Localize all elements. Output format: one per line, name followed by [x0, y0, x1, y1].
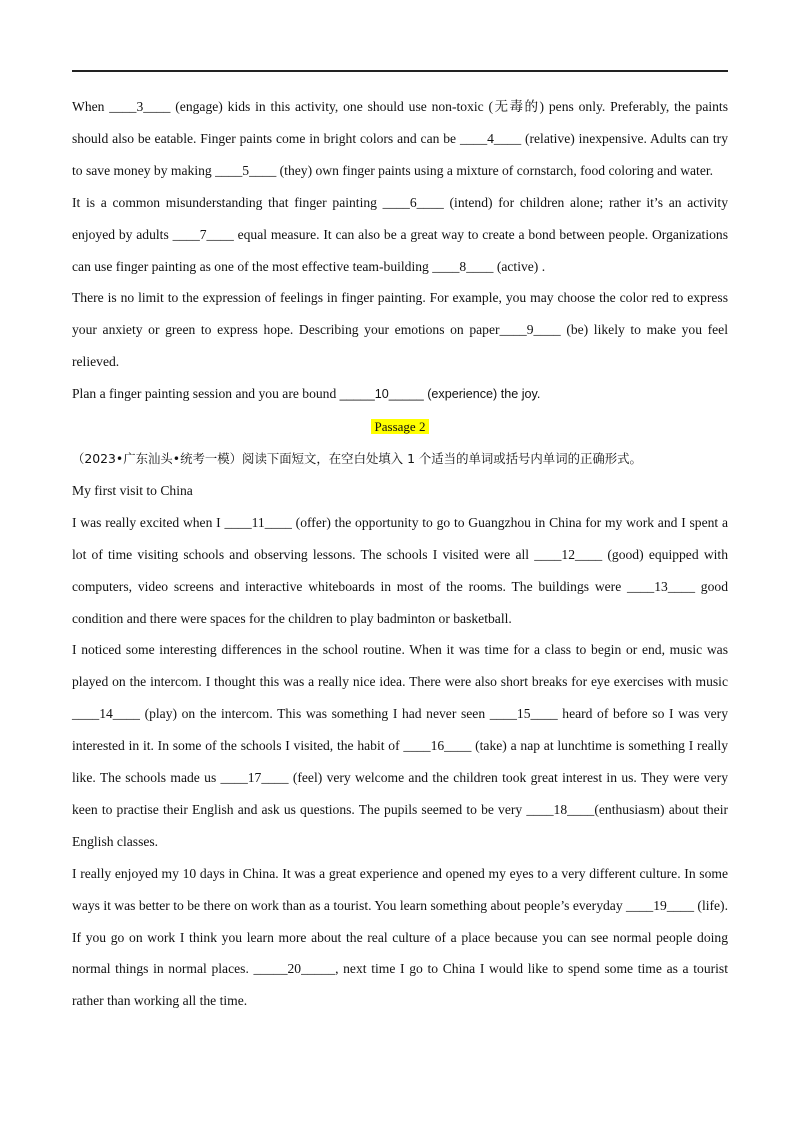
passage2-label: Passage 2 — [371, 419, 430, 434]
passage2-paragraph-2: I noticed some interesting differences in the school routine. When it was time for a class to begin or end, music was played on the intercom. I thought this was a really nice idea. There were also short breaks for eye exercises with music ____14____ (play) on the intercom. This was something I had never seen ____15____ heard of before so I was very interested in it. In some of the schools I visited, the habit of ____16____ (take) a nap at lunchtime is something I really like. The schools made us ____17____ (feel) very welcome and the children took great interest in us. They were very keen to practise their English and ask us questions. The pupils seemed to be very ____18____(enthusiasm) about their English classes. — [72, 642, 728, 849]
header-rule — [72, 70, 728, 72]
passage2-instruction: （2023•广东汕头•统考一模）阅读下面短文，在空白处填入 1 个适当的单词或括号内单词的正确形式。 — [72, 450, 642, 466]
passage1-paragraph-3: There is no limit to the expression of feelings in finger painting. For example, you may choose the color red to express your anxiety or green to express hope. Describing your emotions on paper____9____ (be) likely to make you feel relieved. — [72, 290, 728, 370]
document-body — [72, 91, 728, 1017]
passage2-heading — [72, 411, 728, 443]
passage2-paragraph-1: I was really excited when I ____11____ (offer) the opportunity to go to Guangzhou in China for my work and I spent a lot of time visiting schools and observing lessons. The schools I visited were all ____12____ (good) equipped with computers, video screens and interactive whiteboards in most of the rooms. The buildings were ____13____ good condition and there were spaces for the children to play badminton or basketball. — [72, 514, 728, 626]
passage1-paragraph-4-text: Plan a finger painting session and you are bound — [72, 386, 340, 402]
passage1-paragraph-1: When ____3____ (engage) kids in this activity, one should use non-toxic (无毒的) pens only. Preferably, the paints should also be eatable. Finger paints come in bright colors and can be ____4____ (relative) inexpensive. Adults can try to save money by making ____5____ (they) own finger paints using a mixture of cornstarch, food coloring and water. — [72, 99, 728, 178]
blank-10: _____10_____ (experience) the joy. — [339, 387, 541, 402]
passage2-paragraph-3: I really enjoyed my 10 days in China. It was a great experience and opened my eyes to a very different culture. In some ways it was better to be there on work than as a tourist. You learn something about people’s everyday ____19____ (life). If you go on work I think you learn more about the real culture of a place because you can see normal people doing normal things in normal places. _____20_____, next time I go to China I would like to spend some time as a tourist rather than working all the time. — [72, 865, 728, 1009]
passage1-paragraph-4 — [72, 378, 728, 411]
passage1-paragraph-2: It is a common misunderstanding that finger painting ____6____ (intend) for children alone; rather it’s an activity enjoyed by adults ____7____ equal measure. It can also be a great way to create a bond between people. Organizations can use finger painting as one of the most effective team-building ____8____ (active) . — [72, 194, 728, 274]
passage2-title: My first visit to China — [72, 482, 193, 498]
